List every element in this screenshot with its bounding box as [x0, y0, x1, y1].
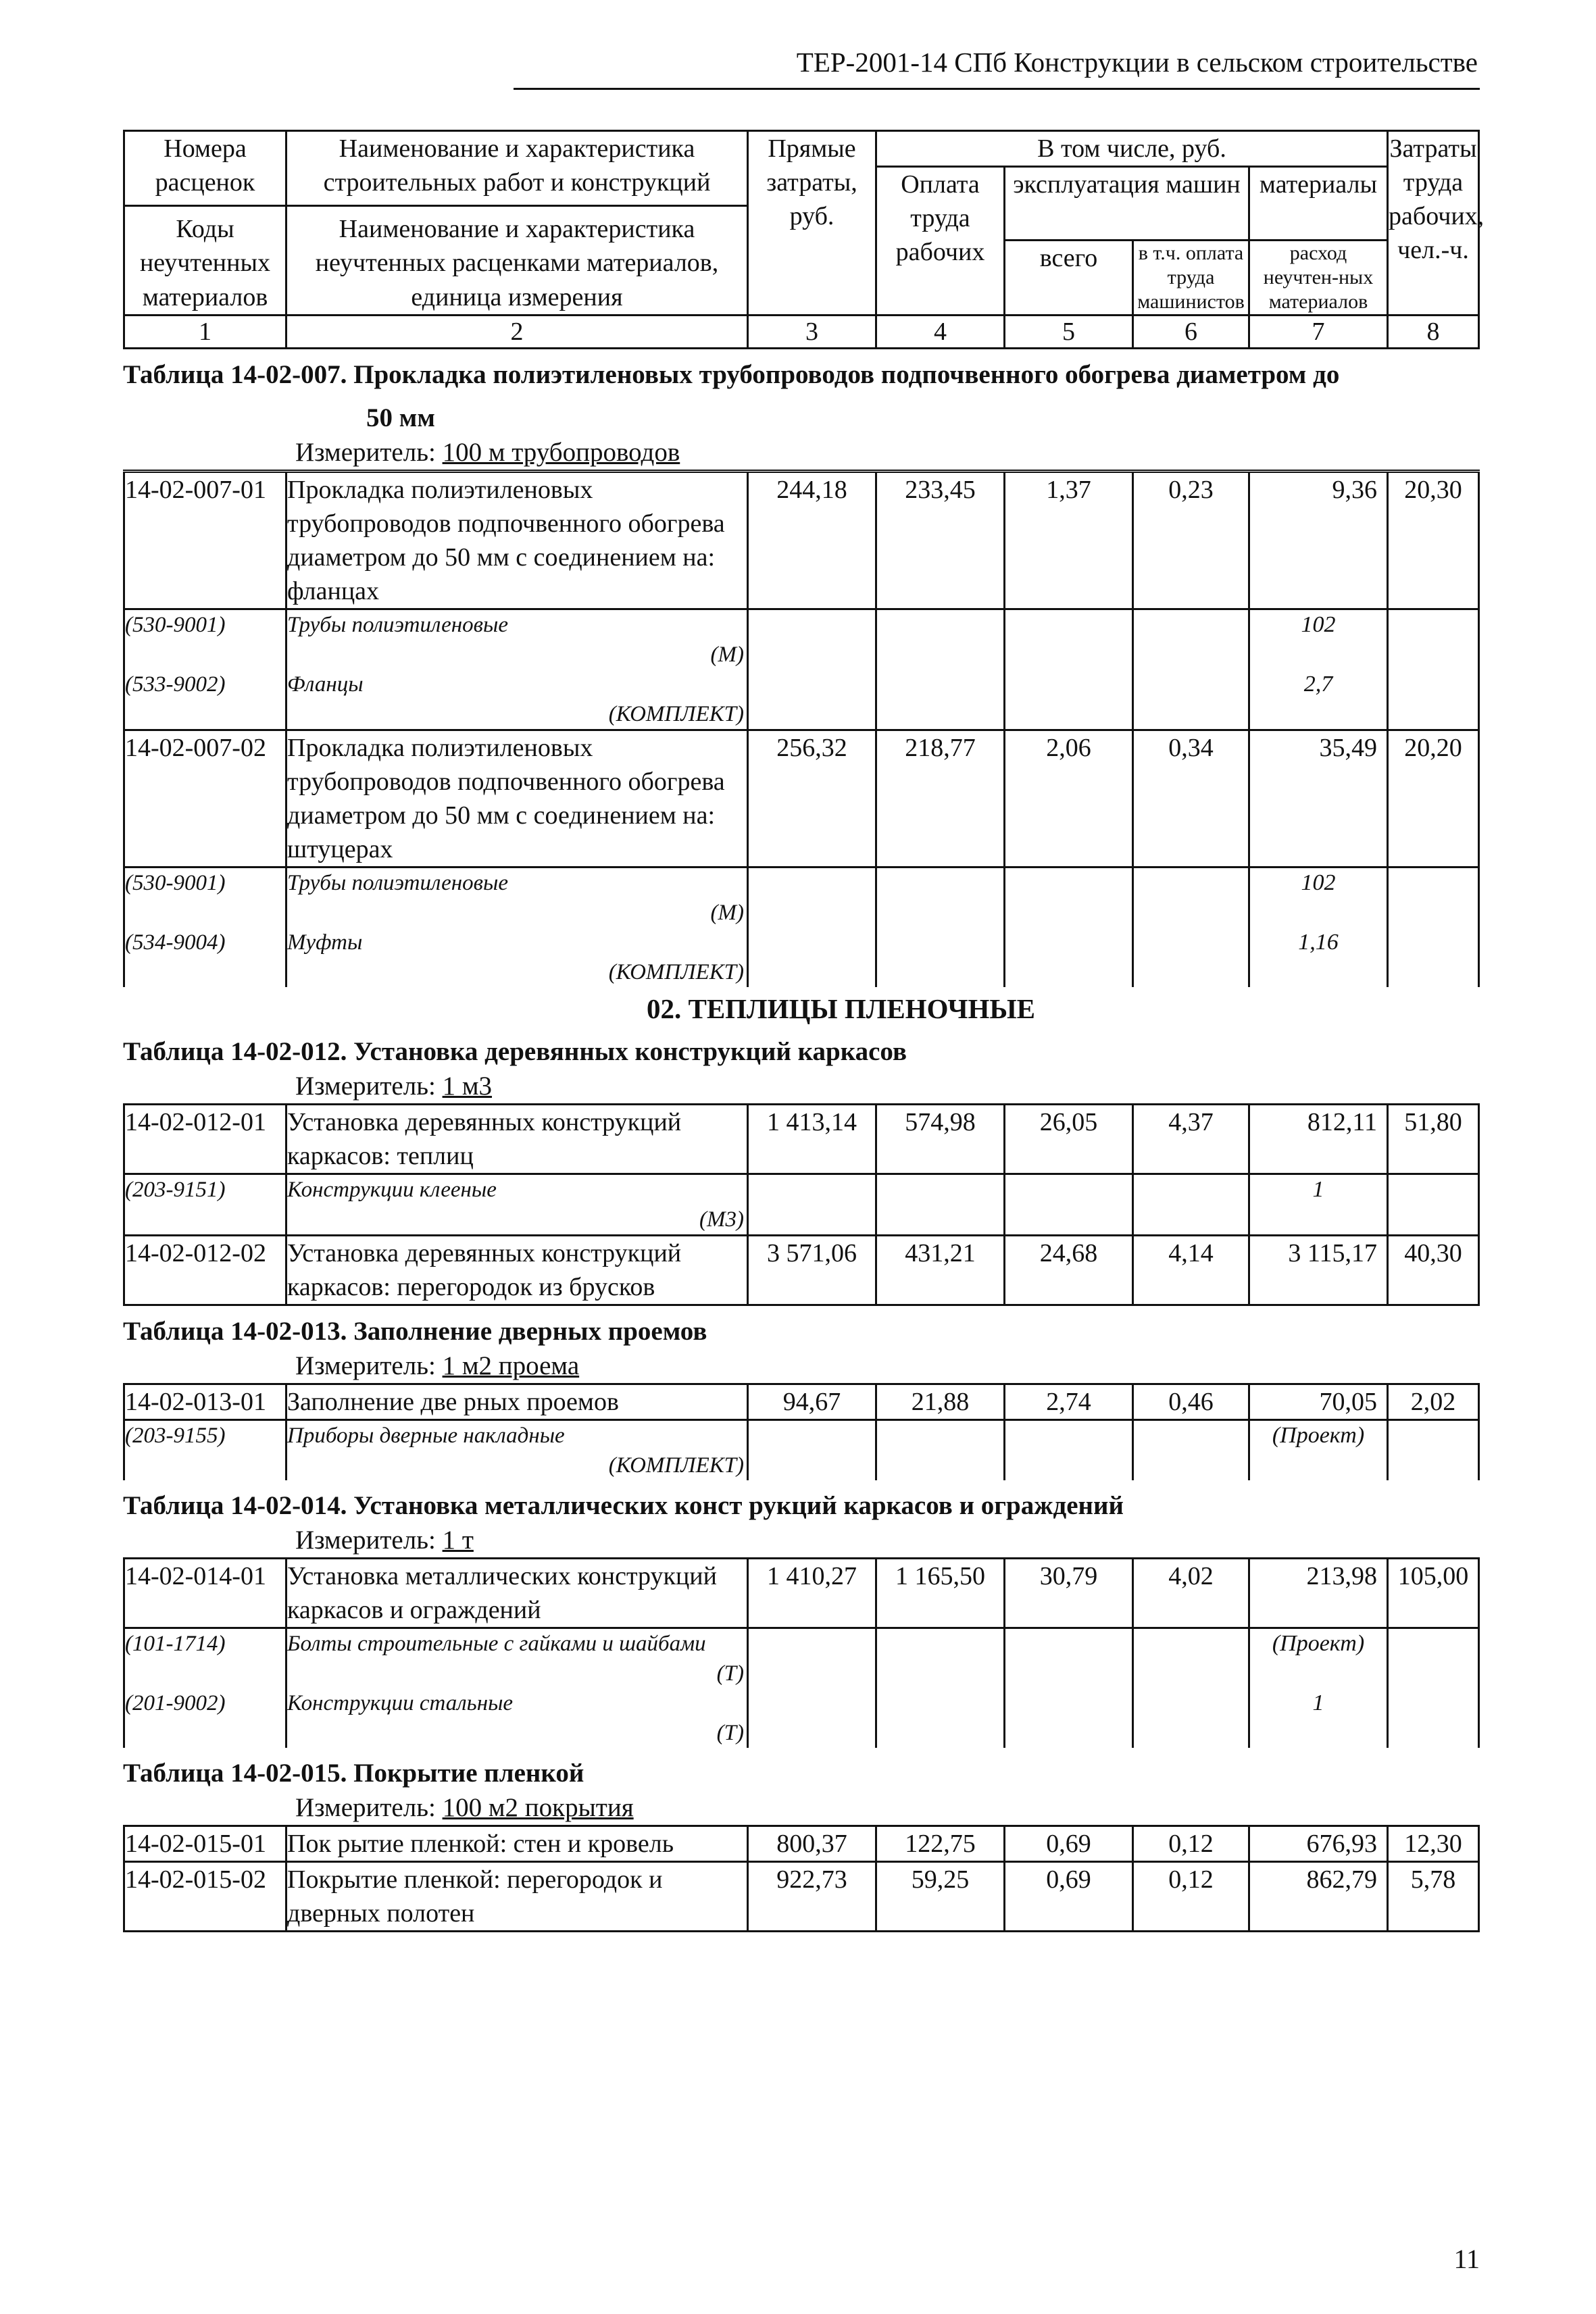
material-code: (201-9002)	[124, 1688, 286, 1748]
empty-cell	[1388, 1174, 1479, 1235]
rate-code: 14-02-014-01	[124, 1558, 286, 1628]
direct-cost: 1 413,14	[748, 1104, 876, 1174]
material-code: (534-9004)	[124, 928, 286, 987]
measure-unit	[123, 436, 1478, 470]
header-col2-top: Наименование и характеристика строительных работ и конструкций	[323, 134, 711, 197]
material-name-text: Трубы полиэтиленовые	[287, 612, 509, 637]
price-table	[123, 1103, 1480, 1306]
labor-cost: 574,98	[876, 1104, 1005, 1174]
direct-cost: 3 571,06	[748, 1235, 876, 1305]
material-name	[286, 1688, 748, 1748]
work-name: Установка деревянных конструкций каркасов: перегородок из брусков	[286, 1235, 748, 1305]
material-row	[124, 1419, 1479, 1480]
material-name-text: Болты строительные с гайками и шайбами	[287, 1631, 706, 1656]
material-row	[124, 1628, 1479, 1688]
header-subgroup: эксплуатация машин	[1005, 167, 1249, 241]
empty-cell	[1133, 867, 1249, 928]
header-col3: Прямые затраты, руб.	[748, 131, 876, 316]
machinist-labor-cost: 0,12	[1133, 1826, 1249, 1861]
empty-cell	[748, 1419, 876, 1480]
header-col7-top: материалы	[1249, 167, 1388, 241]
material-name-text: Приборы дверные накладные	[287, 1423, 565, 1448]
labor-cost: 21,88	[876, 1384, 1005, 1419]
machinist-labor-cost: 4,02	[1133, 1558, 1249, 1628]
empty-cell	[748, 609, 876, 670]
table-caption: Таблица 14-02-014. Установка металлических конст рукций каркасов и ограждений	[123, 1490, 1124, 1520]
material-name-text: Конструкции стальные	[287, 1690, 514, 1715]
material-unit: (М)	[710, 900, 744, 925]
material-row	[124, 928, 1479, 987]
measure-label: Измеритель:	[295, 1071, 443, 1101]
empty-cell	[1005, 670, 1133, 730]
header-number-2: 2	[286, 315, 748, 348]
header-number-6: 6	[1133, 315, 1249, 348]
table-row	[124, 471, 1479, 609]
empty-cell	[748, 670, 876, 730]
empty-cell	[1388, 1419, 1479, 1480]
work-name: Установка деревянных конструкций каркасов: теплиц	[286, 1104, 748, 1174]
empty-cell	[876, 1628, 1005, 1688]
materials-cost: 35,49	[1249, 730, 1388, 867]
labor-hours: 105,00	[1388, 1558, 1479, 1628]
machine-cost-total: 0,69	[1005, 1826, 1133, 1861]
table-row	[124, 1104, 1479, 1174]
header-col5: всего	[1005, 240, 1133, 315]
direct-cost: 922,73	[748, 1861, 876, 1931]
measure-value: 1 т	[442, 1525, 474, 1555]
header-col1-bottom: Коды неучтенных материалов	[125, 205, 285, 313]
price-table-block	[123, 357, 1478, 987]
page-number: 11	[1453, 2244, 1480, 2274]
machine-cost-total: 0,69	[1005, 1861, 1133, 1931]
material-row	[124, 670, 1479, 730]
work-name: Заполнение две рных проемов	[286, 1384, 748, 1419]
material-unit: (М)	[710, 642, 744, 667]
material-code: (530-9001)	[124, 609, 286, 670]
material-name	[286, 1174, 748, 1235]
machinist-labor-cost: 0,23	[1133, 471, 1249, 609]
rate-code: 14-02-013-01	[124, 1384, 286, 1419]
header-col2	[286, 131, 748, 316]
empty-cell	[1388, 670, 1479, 730]
empty-cell	[1133, 1419, 1249, 1480]
header-col1-top: Номера расценок	[155, 134, 255, 197]
empty-cell	[1005, 867, 1133, 928]
material-name	[286, 867, 748, 928]
material-name-text: Муфты	[287, 930, 363, 955]
material-name	[286, 609, 748, 670]
material-name-text: Фланцы	[287, 672, 364, 697]
rate-code: 14-02-007-01	[124, 471, 286, 609]
table-caption: Таблица 14-02-012. Установка деревянных конструкций каркасов	[123, 1036, 907, 1066]
materials-cost: 3 115,17	[1249, 1235, 1388, 1305]
labor-hours: 20,20	[1388, 730, 1479, 867]
measure-unit	[123, 1791, 1478, 1825]
empty-cell	[1005, 928, 1133, 987]
work-name: Покрытие пленкой: перегородок и дверных полотен	[286, 1861, 748, 1931]
empty-cell	[1388, 609, 1479, 670]
work-name: Прокладка полиэтиленовых трубопроводов подпочвенного обогрева диаметром до 50 мм с соединением на: фланцах	[286, 471, 748, 609]
price-table	[123, 1383, 1480, 1480]
material-row	[124, 609, 1479, 670]
empty-cell	[1133, 928, 1249, 987]
measure-value: 100 м трубопроводов	[442, 437, 680, 467]
empty-cell	[1133, 1174, 1249, 1235]
machine-cost-total: 26,05	[1005, 1104, 1133, 1174]
measure-unit	[123, 1524, 1478, 1557]
empty-cell	[876, 1419, 1005, 1480]
empty-cell	[876, 1688, 1005, 1748]
header-number-4: 4	[876, 315, 1005, 348]
material-unit: (КОМПЛЕКТ)	[608, 701, 744, 726]
material-code: (533-9002)	[124, 670, 286, 730]
material-consumption: 102	[1249, 867, 1388, 928]
header-number-1: 1	[124, 315, 286, 348]
header-col6: в т.ч. оплата труда машинистов	[1133, 240, 1249, 315]
document-content	[123, 130, 1485, 1932]
machinist-labor-cost: 0,34	[1133, 730, 1249, 867]
empty-cell	[1133, 609, 1249, 670]
empty-cell	[876, 867, 1005, 928]
header-number-7: 7	[1249, 315, 1388, 348]
empty-cell	[876, 670, 1005, 730]
material-code: (530-9001)	[124, 867, 286, 928]
work-name: Прокладка полиэтиленовых трубопроводов подпочвенного обогрева диаметром до 50 мм с соединением на: штуцерах	[286, 730, 748, 867]
empty-cell	[748, 1688, 876, 1748]
material-unit: (Т)	[716, 1661, 744, 1686]
material-name-text: Трубы полиэтиленовые	[287, 870, 509, 895]
materials-cost: 862,79	[1249, 1861, 1388, 1931]
material-row	[124, 1688, 1479, 1748]
labor-cost: 431,21	[876, 1235, 1005, 1305]
empty-cell	[748, 928, 876, 987]
material-consumption: 1,16	[1249, 928, 1388, 987]
direct-cost: 244,18	[748, 471, 876, 609]
material-consumption: 2,7	[1249, 670, 1388, 730]
labor-cost: 1 165,50	[876, 1558, 1005, 1628]
material-name	[286, 928, 748, 987]
empty-cell	[748, 867, 876, 928]
table-row	[124, 1558, 1479, 1628]
labor-hours: 51,80	[1388, 1104, 1479, 1174]
price-table-block	[123, 1314, 1478, 1480]
machine-cost-total: 2,06	[1005, 730, 1133, 867]
empty-cell	[1388, 1628, 1479, 1688]
rate-code: 14-02-012-02	[124, 1235, 286, 1305]
header-col7-bottom: расход неучтен-ных материалов	[1249, 240, 1388, 315]
machinist-labor-cost: 4,14	[1133, 1235, 1249, 1305]
header-number-8: 8	[1388, 315, 1479, 348]
labor-cost: 59,25	[876, 1861, 1005, 1931]
materials-cost: 812,11	[1249, 1104, 1388, 1174]
table-row	[124, 1384, 1479, 1419]
price-table-block	[123, 1756, 1478, 1932]
measure-unit	[123, 1349, 1478, 1383]
measure-value: 100 м2 покрытия	[442, 1792, 634, 1822]
machine-cost-total: 30,79	[1005, 1558, 1133, 1628]
machinist-labor-cost: 0,12	[1133, 1861, 1249, 1931]
material-row	[124, 867, 1479, 928]
materials-cost: 676,93	[1249, 1826, 1388, 1861]
table-caption-continued: 50 мм	[366, 403, 435, 432]
labor-hours: 5,78	[1388, 1861, 1479, 1931]
table-caption: Таблица 14-02-007. Прокладка полиэтиленовых трубопроводов подпочвенного обогрева диаметром до	[123, 359, 1340, 389]
material-consumption: 102	[1249, 609, 1388, 670]
labor-cost: 218,77	[876, 730, 1005, 867]
direct-cost: 1 410,27	[748, 1558, 876, 1628]
empty-cell	[1005, 609, 1133, 670]
header-col1	[124, 131, 286, 316]
material-consumption: (Проект)	[1249, 1419, 1388, 1480]
material-code: (203-9151)	[124, 1174, 286, 1235]
empty-cell	[748, 1628, 876, 1688]
header-number-3: 3	[748, 315, 876, 348]
labor-cost: 233,45	[876, 471, 1005, 609]
labor-hours: 2,02	[1388, 1384, 1479, 1419]
measure-label: Измеритель:	[295, 1792, 443, 1822]
empty-cell	[748, 1174, 876, 1235]
table-row	[124, 1826, 1479, 1861]
empty-cell	[1005, 1174, 1133, 1235]
table-caption: Таблица 14-02-013. Заполнение дверных проемов	[123, 1316, 707, 1346]
material-consumption: 1	[1249, 1174, 1388, 1235]
work-name: Пок рытие пленкой: стен и кровель	[286, 1826, 748, 1861]
price-table	[123, 1557, 1480, 1748]
labor-hours: 20,30	[1388, 471, 1479, 609]
material-unit: (КОМПЛЕКТ)	[608, 959, 744, 984]
material-name	[286, 670, 748, 730]
measure-unit	[123, 1070, 1478, 1103]
table-row	[124, 730, 1479, 867]
direct-cost: 800,37	[748, 1826, 876, 1861]
material-consumption: (Проект)	[1249, 1628, 1388, 1688]
table-caption: Таблица 14-02-015. Покрытие пленкой	[123, 1758, 584, 1788]
running-header: ТЕР-2001-14 СПб Конструкции в сельском строительстве	[796, 47, 1478, 78]
empty-cell	[876, 609, 1005, 670]
empty-cell	[876, 1174, 1005, 1235]
empty-cell	[1005, 1688, 1133, 1748]
machine-cost-total: 2,74	[1005, 1384, 1133, 1419]
empty-cell	[876, 928, 1005, 987]
measure-label: Измеритель:	[295, 437, 443, 467]
empty-cell	[1005, 1419, 1133, 1480]
machine-cost-total: 1,37	[1005, 471, 1133, 609]
materials-cost: 70,05	[1249, 1384, 1388, 1419]
table-row	[124, 1235, 1479, 1305]
labor-hours: 12,30	[1388, 1826, 1479, 1861]
empty-cell	[1133, 1628, 1249, 1688]
empty-cell	[1388, 928, 1479, 987]
measure-value: 1 м2 проема	[442, 1351, 580, 1380]
header-col4: Оплата труда рабочих	[876, 167, 1005, 316]
rate-code: 14-02-015-01	[124, 1826, 286, 1861]
material-name	[286, 1628, 748, 1688]
material-code: (203-9155)	[124, 1419, 286, 1480]
machinist-labor-cost: 4,37	[1133, 1104, 1249, 1174]
machine-cost-total: 24,68	[1005, 1235, 1133, 1305]
header-col2-bottom: Наименование и характеристика неучтенных расценками материалов, единица измерения	[287, 205, 747, 313]
machinist-labor-cost: 0,46	[1133, 1384, 1249, 1419]
material-unit: (Т)	[716, 1720, 744, 1745]
labor-hours: 40,30	[1388, 1235, 1479, 1305]
material-row	[124, 1174, 1479, 1235]
price-table-block	[123, 1488, 1478, 1748]
header-group: В том числе, руб.	[876, 131, 1388, 167]
material-consumption: 1	[1249, 1688, 1388, 1748]
work-name: Установка металлических конструкций каркасов и ограждений	[286, 1558, 748, 1628]
materials-cost: 9,36	[1249, 471, 1388, 609]
empty-cell	[1133, 1688, 1249, 1748]
empty-cell	[1005, 1628, 1133, 1688]
empty-cell	[1133, 670, 1249, 730]
material-unit: (КОМПЛЕКТ)	[608, 1453, 744, 1478]
section-title: 02. ТЕПЛИЦЫ ПЛЕНОЧНЫЕ	[646, 992, 1036, 1024]
header-col8: Затраты труда рабочих, чел.-ч.	[1388, 131, 1479, 316]
empty-cell	[1388, 867, 1479, 928]
direct-cost: 256,32	[748, 730, 876, 867]
material-code: (101-1714)	[124, 1628, 286, 1688]
material-unit: (М3)	[699, 1207, 744, 1232]
direct-cost: 94,67	[748, 1384, 876, 1419]
price-table-block	[123, 1034, 1478, 1306]
table-row	[124, 1861, 1479, 1931]
rate-code: 14-02-007-02	[124, 730, 286, 867]
labor-cost: 122,75	[876, 1826, 1005, 1861]
price-table	[123, 470, 1480, 987]
header-rule	[514, 88, 1480, 90]
header-number-5: 5	[1005, 315, 1133, 348]
material-name	[286, 1419, 748, 1480]
materials-cost: 213,98	[1249, 1558, 1388, 1628]
column-header-table	[123, 130, 1485, 349]
price-table	[123, 1825, 1480, 1932]
empty-cell	[1388, 1688, 1479, 1748]
measure-value: 1 м3	[442, 1071, 493, 1101]
price-tables	[123, 357, 1478, 1932]
rate-code: 14-02-015-02	[124, 1861, 286, 1931]
rate-code: 14-02-012-01	[124, 1104, 286, 1174]
measure-label: Измеритель:	[295, 1351, 443, 1380]
material-name-text: Конструкции клееные	[287, 1177, 497, 1202]
measure-label: Измеритель:	[295, 1525, 443, 1555]
